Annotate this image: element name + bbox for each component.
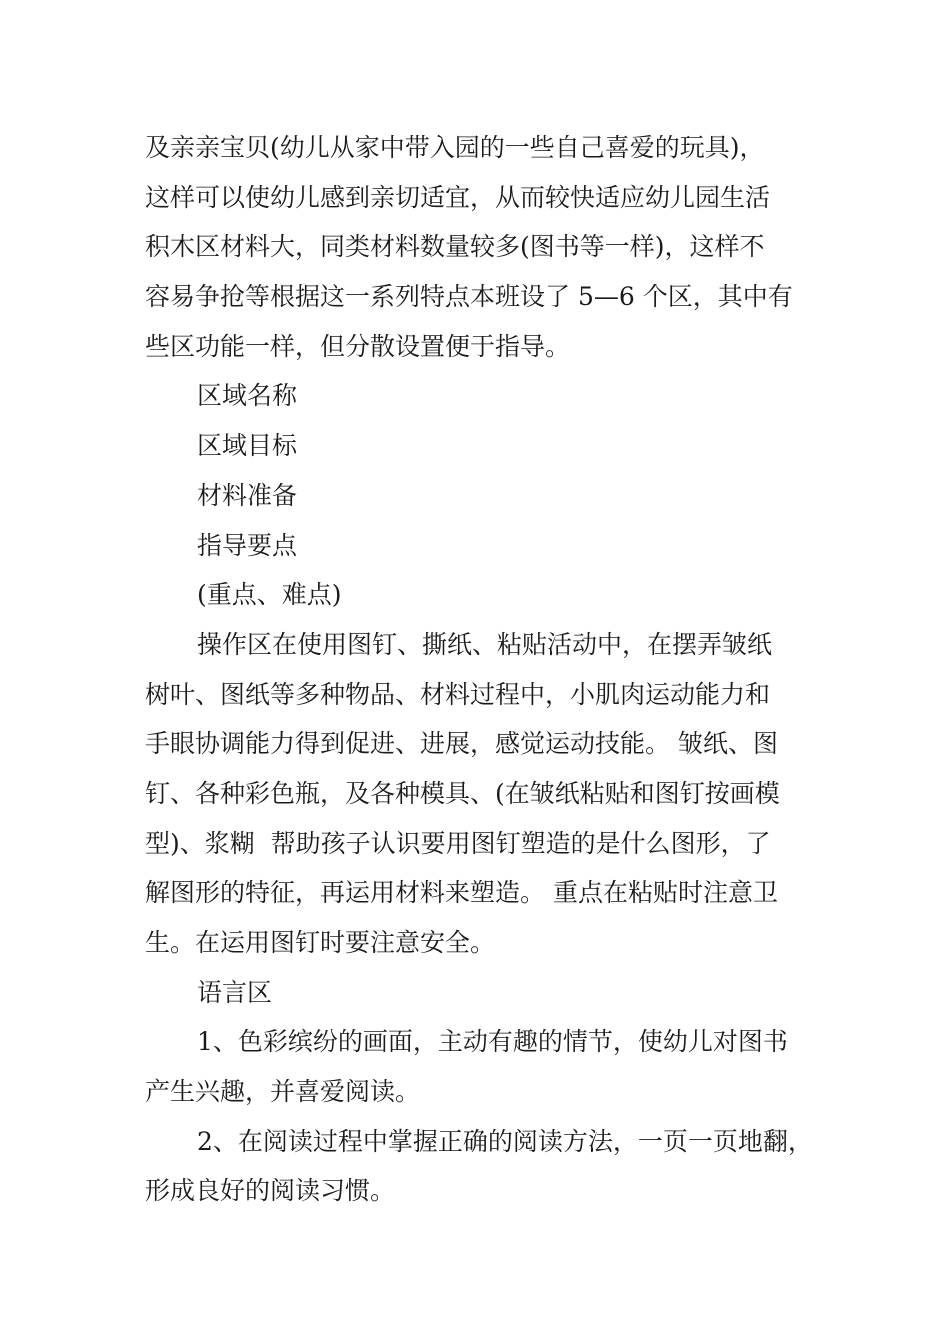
body-line-1: 及亲亲宝贝(幼儿从家中带入园的一些自己喜爱的玩具)， — [145, 133, 765, 162]
operation-area-line-5: 型)、浆糊 帮助孩子认识要用图钉塑造的是什么图形，了 — [145, 828, 771, 858]
language-goal-2-line-2: 形成良好的阅读习惯。 — [145, 1176, 396, 1206]
body-line-5: 些区功能一样，但分散设置便于指导。 — [145, 331, 571, 361]
body-line-3: 积木区材料大，同类材料数量较多(图书等一样)，这样不 — [145, 232, 765, 262]
language-goal-1-line-1: 1、色彩缤纷的画面，主动有趣的情节，使幼儿对图书 — [197, 1027, 788, 1057]
operation-area-line-7: 生。在运用图钉时要注意安全。 — [145, 928, 496, 957]
operation-area-line-4: 钉、各种彩色瓶，及各种模具、(在皱纸粘贴和图钉按画模 — [145, 778, 780, 808]
language-goal-2-line-1: 2、在阅读过程中掌握正确的阅读方法，一页一页地翻， — [197, 1126, 813, 1156]
operation-area-line-1: 操作区在使用图钉、撕纸、粘贴活动中，在摆弄皱纸 — [197, 629, 773, 659]
area-name-heading: 区域名称 — [197, 381, 298, 411]
guidance-points-heading: 指导要点 — [197, 530, 298, 560]
body-line-2: 这样可以使幼儿感到亲切适宜，从而较快适应幼儿园生活 — [145, 182, 771, 212]
operation-area-line-2: 树叶、图纸等多种物品、材料过程中，小肌肉运动能力和 — [145, 679, 771, 709]
language-area-heading: 语言区 — [197, 977, 273, 1007]
body-line-4: 容易争抢等根据这一系列特点本班设了 5—6 个区，其中有 — [145, 282, 793, 312]
operation-area-line-6: 解图形的特征，再运用材料来塑造。 重点在粘贴时注意卫 — [145, 878, 778, 908]
material-prep-heading: 材料准备 — [197, 480, 298, 510]
area-goal-heading: 区域目标 — [197, 431, 298, 461]
operation-area-line-3: 手眼协调能力得到促进、进展，感觉运动技能。 皱纸、图 — [145, 729, 778, 759]
document-body — [145, 123, 815, 1216]
key-difficulty-heading: (重点、难点) — [197, 580, 342, 610]
language-goal-1-line-2: 产生兴趣，并喜爱阅读。 — [145, 1077, 421, 1107]
